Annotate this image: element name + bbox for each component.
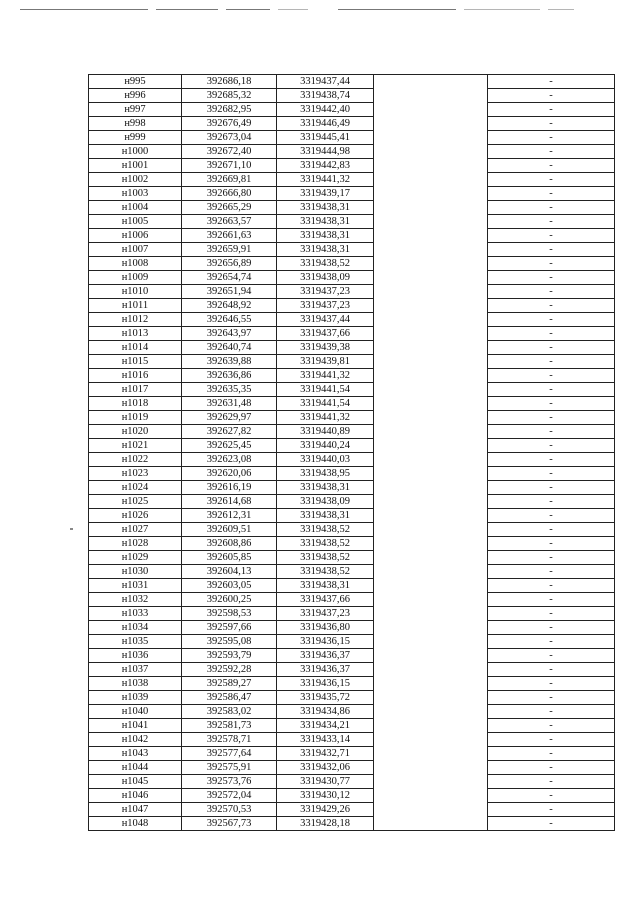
point-id-cell: н995 [89, 75, 182, 89]
dash-cell: - [488, 817, 615, 831]
dash-cell: - [488, 215, 615, 229]
x-coordinate-cell: 392586,47 [182, 691, 277, 705]
table-row [89, 775, 615, 789]
y-coordinate-cell: 3319436,37 [277, 663, 374, 677]
point-id-cell: н1002 [89, 173, 182, 187]
point-id-cell: н1039 [89, 691, 182, 705]
x-coordinate-cell: 392625,45 [182, 439, 277, 453]
x-coordinate-cell: 392686,18 [182, 75, 277, 89]
y-coordinate-cell: 3319430,77 [277, 775, 374, 789]
point-id-cell: н1020 [89, 425, 182, 439]
y-coordinate-cell: 3319438,52 [277, 257, 374, 271]
dash-cell: - [488, 579, 615, 593]
point-id-cell: н1044 [89, 761, 182, 775]
dash-cell: - [488, 173, 615, 187]
x-coordinate-cell: 392581,73 [182, 719, 277, 733]
dash-cell: - [488, 621, 615, 635]
x-coordinate-cell: 392595,08 [182, 635, 277, 649]
y-coordinate-cell: 3319438,52 [277, 551, 374, 565]
x-coordinate-cell: 392597,66 [182, 621, 277, 635]
x-coordinate-cell: 392654,74 [182, 271, 277, 285]
y-coordinate-cell: 3319438,09 [277, 271, 374, 285]
point-id-cell: н1003 [89, 187, 182, 201]
table-row [89, 691, 615, 705]
y-coordinate-cell: 3319437,23 [277, 607, 374, 621]
x-coordinate-cell: 392572,04 [182, 789, 277, 803]
x-coordinate-cell: 392616,19 [182, 481, 277, 495]
point-id-cell: н1040 [89, 705, 182, 719]
dash-cell: - [488, 397, 615, 411]
point-id-cell: н1046 [89, 789, 182, 803]
point-id-cell: н1001 [89, 159, 182, 173]
y-coordinate-cell: 3319438,31 [277, 509, 374, 523]
point-id-cell: н1043 [89, 747, 182, 761]
dash-cell: - [488, 369, 615, 383]
dash-cell: - [488, 705, 615, 719]
dash-cell: - [488, 509, 615, 523]
y-coordinate-cell: 3319437,44 [277, 75, 374, 89]
x-coordinate-cell: 392614,68 [182, 495, 277, 509]
x-coordinate-cell: 392639,88 [182, 355, 277, 369]
dash-cell: - [488, 481, 615, 495]
point-id-cell: н1011 [89, 299, 182, 313]
table-row [89, 677, 615, 691]
point-id-cell: н1006 [89, 229, 182, 243]
x-coordinate-cell: 392598,53 [182, 607, 277, 621]
y-coordinate-cell: 3319438,31 [277, 579, 374, 593]
y-coordinate-cell: 3319439,81 [277, 355, 374, 369]
y-coordinate-cell: 3319436,37 [277, 649, 374, 663]
x-coordinate-cell: 392643,97 [182, 327, 277, 341]
point-id-cell: н1012 [89, 313, 182, 327]
point-id-cell: н1025 [89, 495, 182, 509]
table-row [89, 75, 615, 89]
y-coordinate-cell: 3319445,41 [277, 131, 374, 145]
y-coordinate-cell: 3319430,12 [277, 789, 374, 803]
table-row [89, 327, 615, 341]
y-coordinate-cell: 3319437,66 [277, 327, 374, 341]
table-row [89, 159, 615, 173]
table-row [89, 705, 615, 719]
point-id-cell: н1035 [89, 635, 182, 649]
dash-cell: - [488, 201, 615, 215]
y-coordinate-cell: 3319435,72 [277, 691, 374, 705]
point-id-cell: н1027 [89, 523, 182, 537]
y-coordinate-cell: 3319438,52 [277, 523, 374, 537]
x-coordinate-cell: 392629,97 [182, 411, 277, 425]
dash-cell: - [488, 103, 615, 117]
y-coordinate-cell: 3319441,32 [277, 173, 374, 187]
point-id-cell: н1038 [89, 677, 182, 691]
empty-merged-cell [374, 75, 488, 831]
dash-cell: - [488, 761, 615, 775]
x-coordinate-cell: 392673,04 [182, 131, 277, 145]
table-row [89, 803, 615, 817]
point-id-cell: н1028 [89, 537, 182, 551]
dash-cell: - [488, 663, 615, 677]
point-id-cell: н1047 [89, 803, 182, 817]
x-coordinate-cell: 392646,55 [182, 313, 277, 327]
dash-cell: - [488, 803, 615, 817]
y-coordinate-cell: 3319442,40 [277, 103, 374, 117]
x-coordinate-cell: 392573,76 [182, 775, 277, 789]
x-coordinate-cell: 392661,63 [182, 229, 277, 243]
table-row [89, 551, 615, 565]
y-coordinate-cell: 3319441,32 [277, 411, 374, 425]
table-row [89, 313, 615, 327]
table-row [89, 607, 615, 621]
table-row [89, 467, 615, 481]
y-coordinate-cell: 3319438,52 [277, 537, 374, 551]
table-row [89, 369, 615, 383]
x-coordinate-cell: 392583,02 [182, 705, 277, 719]
point-id-cell: н1033 [89, 607, 182, 621]
y-coordinate-cell: 3319439,38 [277, 341, 374, 355]
dash-cell: - [488, 719, 615, 733]
dash-cell: - [488, 159, 615, 173]
dash-cell: - [488, 243, 615, 257]
table-row [89, 439, 615, 453]
x-coordinate-cell: 392623,08 [182, 453, 277, 467]
point-id-cell: н1032 [89, 593, 182, 607]
point-id-cell: н1023 [89, 467, 182, 481]
point-id-cell: н1000 [89, 145, 182, 159]
table-row [89, 341, 615, 355]
point-id-cell: н1041 [89, 719, 182, 733]
table-row [89, 243, 615, 257]
table-row [89, 383, 615, 397]
dash-cell: - [488, 383, 615, 397]
table-row [89, 271, 615, 285]
table-row [89, 663, 615, 677]
table-row [89, 229, 615, 243]
x-coordinate-cell: 392570,53 [182, 803, 277, 817]
y-coordinate-cell: 3319434,86 [277, 705, 374, 719]
table-row [89, 103, 615, 117]
table-row [89, 733, 615, 747]
table-row [89, 285, 615, 299]
point-id-cell: н1010 [89, 285, 182, 299]
x-coordinate-cell: 392603,05 [182, 579, 277, 593]
y-coordinate-cell: 3319437,66 [277, 593, 374, 607]
dash-cell: - [488, 341, 615, 355]
dash-cell: - [488, 425, 615, 439]
x-coordinate-cell: 392612,31 [182, 509, 277, 523]
dash-cell: - [488, 537, 615, 551]
y-coordinate-cell: 3319442,83 [277, 159, 374, 173]
point-id-cell: н999 [89, 131, 182, 145]
y-coordinate-cell: 3319438,31 [277, 229, 374, 243]
table-row [89, 817, 615, 831]
table-row [89, 579, 615, 593]
x-coordinate-cell: 392665,29 [182, 201, 277, 215]
table-row [89, 397, 615, 411]
table-row [89, 593, 615, 607]
dash-cell: - [488, 145, 615, 159]
dash-cell: - [488, 607, 615, 621]
x-coordinate-cell: 392648,92 [182, 299, 277, 313]
table-row [89, 145, 615, 159]
dash-cell: - [488, 691, 615, 705]
dash-cell: - [488, 733, 615, 747]
dash-cell: - [488, 117, 615, 131]
table-row [89, 621, 615, 635]
dash-cell: - [488, 439, 615, 453]
y-coordinate-cell: 3319436,15 [277, 677, 374, 691]
dash-cell: - [488, 89, 615, 103]
dash-cell: - [488, 411, 615, 425]
table-row [89, 117, 615, 131]
y-coordinate-cell: 3319446,49 [277, 117, 374, 131]
point-id-cell: н1017 [89, 383, 182, 397]
scan-speck [70, 528, 73, 530]
x-coordinate-cell: 392685,32 [182, 89, 277, 103]
dash-cell: - [488, 551, 615, 565]
x-coordinate-cell: 392676,49 [182, 117, 277, 131]
point-id-cell: н1037 [89, 663, 182, 677]
dash-cell: - [488, 467, 615, 481]
dash-cell: - [488, 313, 615, 327]
table-row [89, 411, 615, 425]
y-coordinate-cell: 3319438,74 [277, 89, 374, 103]
x-coordinate-cell: 392635,35 [182, 383, 277, 397]
y-coordinate-cell: 3319439,17 [277, 187, 374, 201]
point-id-cell: н1015 [89, 355, 182, 369]
x-coordinate-cell: 392659,91 [182, 243, 277, 257]
point-id-cell: н1036 [89, 649, 182, 663]
dash-cell: - [488, 131, 615, 145]
point-id-cell: н1031 [89, 579, 182, 593]
table-row [89, 495, 615, 509]
x-coordinate-cell: 392666,80 [182, 187, 277, 201]
x-coordinate-cell: 392593,79 [182, 649, 277, 663]
point-id-cell: н1024 [89, 481, 182, 495]
y-coordinate-cell: 3319438,31 [277, 243, 374, 257]
x-coordinate-cell: 392600,25 [182, 593, 277, 607]
x-coordinate-cell: 392589,27 [182, 677, 277, 691]
x-coordinate-cell: 392682,95 [182, 103, 277, 117]
y-coordinate-cell: 3319440,24 [277, 439, 374, 453]
dash-cell: - [488, 271, 615, 285]
y-coordinate-cell: 3319441,32 [277, 369, 374, 383]
dash-cell: - [488, 789, 615, 803]
dash-cell: - [488, 677, 615, 691]
y-coordinate-cell: 3319432,71 [277, 747, 374, 761]
y-coordinate-cell: 3319432,06 [277, 761, 374, 775]
x-coordinate-cell: 392604,13 [182, 565, 277, 579]
y-coordinate-cell: 3319436,15 [277, 635, 374, 649]
x-coordinate-cell: 392620,06 [182, 467, 277, 481]
point-id-cell: н1048 [89, 817, 182, 831]
table-row [89, 355, 615, 369]
point-id-cell: н1019 [89, 411, 182, 425]
table-row [89, 131, 615, 145]
dash-cell: - [488, 229, 615, 243]
x-coordinate-cell: 392608,86 [182, 537, 277, 551]
x-coordinate-cell: 392578,71 [182, 733, 277, 747]
point-id-cell: н1008 [89, 257, 182, 271]
table-row [89, 565, 615, 579]
point-id-cell: н996 [89, 89, 182, 103]
coordinates-table-body [89, 75, 615, 831]
table-row [89, 425, 615, 439]
table-row [89, 509, 615, 523]
x-coordinate-cell: 392651,94 [182, 285, 277, 299]
y-coordinate-cell: 3319440,89 [277, 425, 374, 439]
x-coordinate-cell: 392631,48 [182, 397, 277, 411]
dash-cell: - [488, 747, 615, 761]
table-row [89, 537, 615, 551]
table-row [89, 719, 615, 733]
dash-cell: - [488, 285, 615, 299]
y-coordinate-cell: 3319438,09 [277, 495, 374, 509]
y-coordinate-cell: 3319437,23 [277, 285, 374, 299]
point-id-cell: н1021 [89, 439, 182, 453]
point-id-cell: н1042 [89, 733, 182, 747]
y-coordinate-cell: 3319438,31 [277, 215, 374, 229]
table-row [89, 187, 615, 201]
dash-cell: - [488, 187, 615, 201]
x-coordinate-cell: 392592,28 [182, 663, 277, 677]
point-id-cell: н1018 [89, 397, 182, 411]
dash-cell: - [488, 649, 615, 663]
x-coordinate-cell: 392640,74 [182, 341, 277, 355]
x-coordinate-cell: 392577,64 [182, 747, 277, 761]
point-id-cell: н1026 [89, 509, 182, 523]
y-coordinate-cell: 3319438,95 [277, 467, 374, 481]
x-coordinate-cell: 392656,89 [182, 257, 277, 271]
point-id-cell: н1013 [89, 327, 182, 341]
table-row [89, 747, 615, 761]
point-id-cell: н1034 [89, 621, 182, 635]
y-coordinate-cell: 3319434,21 [277, 719, 374, 733]
y-coordinate-cell: 3319444,98 [277, 145, 374, 159]
dash-cell: - [488, 635, 615, 649]
table-row [89, 523, 615, 537]
point-id-cell: н1016 [89, 369, 182, 383]
point-id-cell: н1045 [89, 775, 182, 789]
x-coordinate-cell: 392669,81 [182, 173, 277, 187]
point-id-cell: н1030 [89, 565, 182, 579]
y-coordinate-cell: 3319438,52 [277, 565, 374, 579]
y-coordinate-cell: 3319437,44 [277, 313, 374, 327]
y-coordinate-cell: 3319437,23 [277, 299, 374, 313]
x-coordinate-cell: 392567,73 [182, 817, 277, 831]
table-row [89, 215, 615, 229]
point-id-cell: н1007 [89, 243, 182, 257]
table-row [89, 649, 615, 663]
dash-cell: - [488, 775, 615, 789]
dash-cell: - [488, 453, 615, 467]
point-id-cell: н1014 [89, 341, 182, 355]
dash-cell: - [488, 299, 615, 313]
point-id-cell: н1004 [89, 201, 182, 215]
point-id-cell: н1005 [89, 215, 182, 229]
table-row [89, 635, 615, 649]
y-coordinate-cell: 3319436,80 [277, 621, 374, 635]
table-row [89, 173, 615, 187]
table-row [89, 299, 615, 313]
x-coordinate-cell: 392609,51 [182, 523, 277, 537]
x-coordinate-cell: 392627,82 [182, 425, 277, 439]
y-coordinate-cell: 3319433,14 [277, 733, 374, 747]
y-coordinate-cell: 3319428,18 [277, 817, 374, 831]
dash-cell: - [488, 495, 615, 509]
dash-cell: - [488, 565, 615, 579]
dash-cell: - [488, 75, 615, 89]
table-row [89, 257, 615, 271]
point-id-cell: н1022 [89, 453, 182, 467]
x-coordinate-cell: 392671,10 [182, 159, 277, 173]
x-coordinate-cell: 392663,57 [182, 215, 277, 229]
dash-cell: - [488, 257, 615, 271]
table-row [89, 481, 615, 495]
point-id-cell: н997 [89, 103, 182, 117]
table-row [89, 453, 615, 467]
y-coordinate-cell: 3319438,31 [277, 481, 374, 495]
x-coordinate-cell: 392672,40 [182, 145, 277, 159]
point-id-cell: н998 [89, 117, 182, 131]
table-row [89, 201, 615, 215]
x-coordinate-cell: 392575,91 [182, 761, 277, 775]
table-row [89, 89, 615, 103]
table-row [89, 789, 615, 803]
y-coordinate-cell: 3319438,31 [277, 201, 374, 215]
dash-cell: - [488, 327, 615, 341]
dash-cell: - [488, 593, 615, 607]
point-id-cell: н1029 [89, 551, 182, 565]
y-coordinate-cell: 3319441,54 [277, 397, 374, 411]
x-coordinate-cell: 392636,86 [182, 369, 277, 383]
y-coordinate-cell: 3319429,26 [277, 803, 374, 817]
x-coordinate-cell: 392605,85 [182, 551, 277, 565]
coordinates-table [88, 74, 615, 831]
y-coordinate-cell: 3319441,54 [277, 383, 374, 397]
dash-cell: - [488, 355, 615, 369]
scan-artifact-top [20, 0, 620, 14]
y-coordinate-cell: 3319440,03 [277, 453, 374, 467]
point-id-cell: н1009 [89, 271, 182, 285]
table-row [89, 761, 615, 775]
dash-cell: - [488, 523, 615, 537]
